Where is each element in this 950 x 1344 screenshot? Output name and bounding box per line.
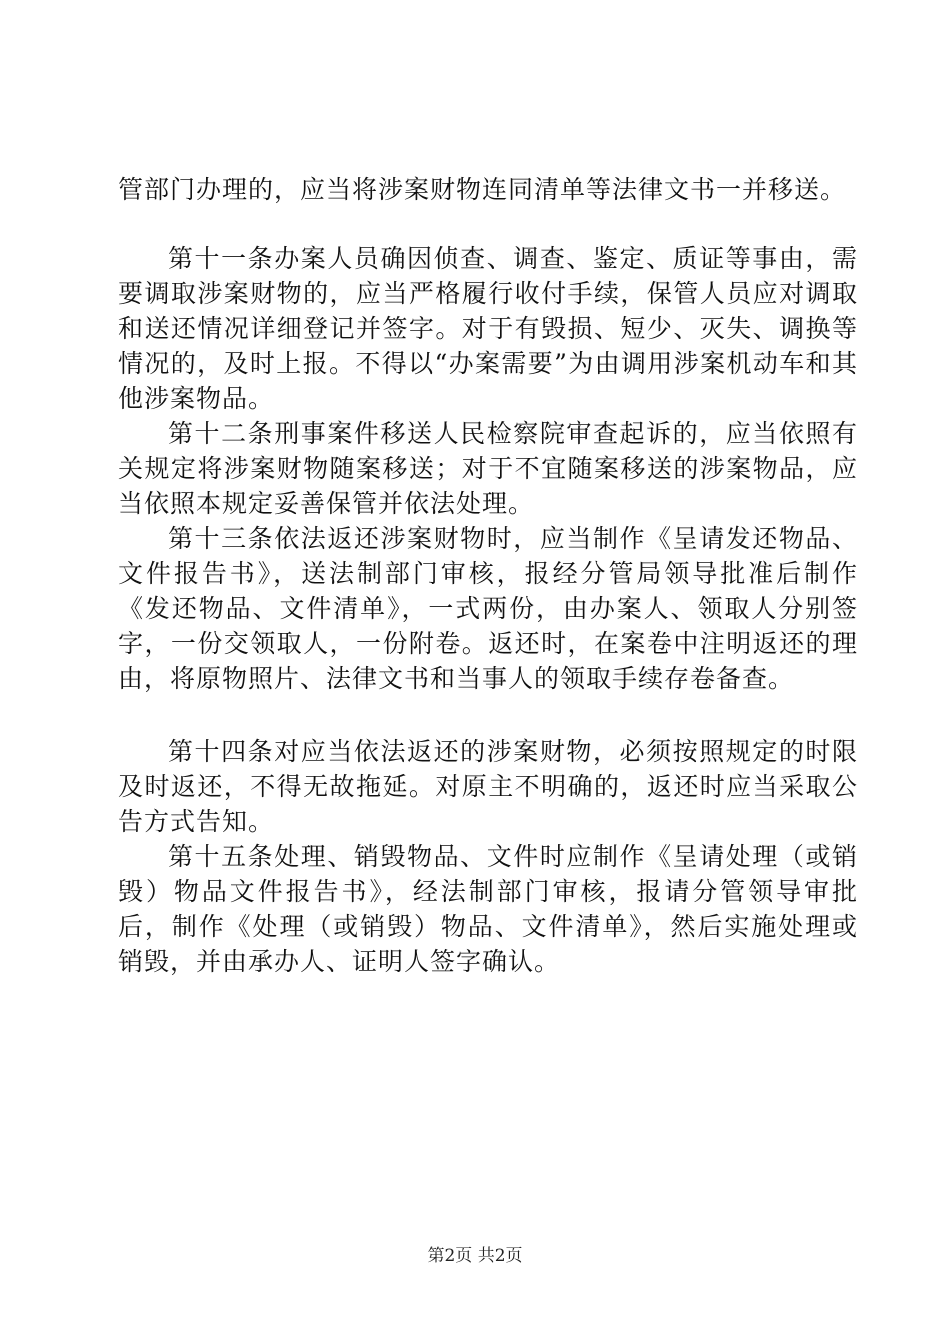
paragraph-article-12: 第十二条刑事案件移送人民检察院审查起诉的，应当依照有关规定将涉案财物随案移送；对于不宜随案移送的涉案物品，应当依照本规定妥善保管并依法处理。 <box>118 419 858 518</box>
paragraph-article-11: 第十一条办案人员确因侦查、调查、鉴定、质证等事由，需要调取涉案财物的，应当严格履行收付手续，保管人员应对调取和送还情况详细登记并签字。对于有毁损、短少、灭失、调换等情况的，及时上报。不得以“办案需要”为由调用涉案机动车和其他涉案物品。 <box>118 244 858 413</box>
page-number: 第2页 共2页 <box>427 1246 523 1266</box>
paragraph-article-14: 第十四条对应当依法返还的涉案财物，必须按照规定的时限及时返还，不得无故拖延。对原主不明确的，返还时应当采取公告方式告知。 <box>118 737 858 836</box>
document-body <box>118 172 858 979</box>
paragraph-article-15: 第十五条处理、销毁物品、文件时应制作《呈请处理（或销毁）物品文件报告书》，经法制部门审核，报请分管领导审批后，制作《处理（或销毁）物品、文件清单》，然后实施处理或销毁，并由承办人、证明人签字确认。 <box>118 842 858 976</box>
paragraph-article-13: 第十三条依法返还涉案财物时，应当制作《呈请发还物品、文件报告书》，送法制部门审核，报经分管局领导批准后制作《发还物品、文件清单》，一式两份，由办案人、领取人分别签字，一份交领取人，一份附卷。返还时，在案卷中注明返还的理由，将原物照片、法律文书和当事人的领取手续存卷备查。 <box>118 524 858 693</box>
paragraph-continuation: 管部门办理的，应当将涉案财物连同清单等法律文书一并移送。 <box>118 175 847 204</box>
